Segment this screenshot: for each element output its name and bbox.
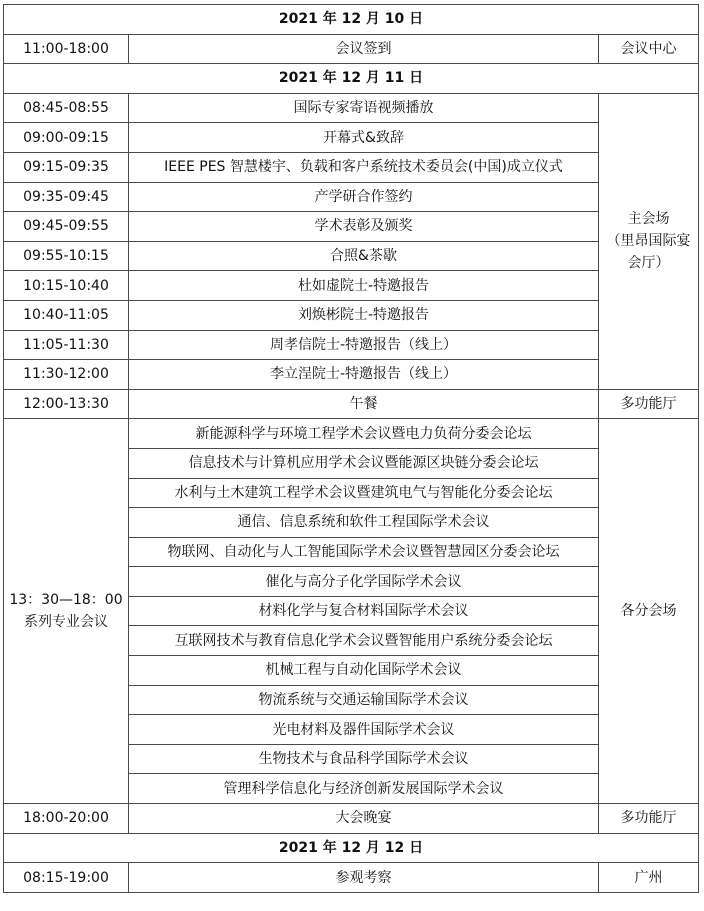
event-cell: 合照&茶歇 [129,241,599,271]
venue-cell: 广州 [599,863,699,893]
event-cell: 学术表彰及颁奖 [129,212,599,242]
event-cell: 互联网技术与教育信息化学术会议暨智能用户系统分委会论坛 [129,626,599,656]
event-cell: 管理科学信息化与经济创新发展国际学术会议 [129,774,599,804]
venue-cell: 各分会场 [599,419,699,804]
table-row [4,833,699,863]
time-cell: 10:15-10:40 [4,271,129,301]
event-cell: 大会晚宴 [129,804,599,834]
table-row [4,212,699,242]
table-row [4,64,699,94]
event-cell: 物联网、自动化与人工智能国际学术会议暨智慧园区分委会论坛 [129,537,599,567]
venue-cell: 多功能厅 [599,804,699,834]
time-cell: 13：30—18：00 系列专业会议 [4,419,129,804]
time-cell: 10:40-11:05 [4,300,129,330]
table-row [4,330,699,360]
date-header: 2021 年 12 月 11 日 [4,64,699,94]
date-header: 2021 年 12 月 12 日 [4,833,699,863]
event-cell: 催化与高分子化学国际学术会议 [129,567,599,597]
time-cell: 11:00-18:00 [4,34,129,64]
venue-cell: 多功能厅 [599,389,699,419]
table-row [4,360,699,390]
time-cell: 09:35-09:45 [4,182,129,212]
table-row [4,152,699,182]
event-cell: 物流系统与交通运输国际学术会议 [129,685,599,715]
table-row [4,5,699,35]
time-cell: 08:45-08:55 [4,93,129,123]
time-cell: 09:00-09:15 [4,123,129,153]
event-cell: 光电材料及器件国际学术会议 [129,715,599,745]
time-cell: 12:00-13:30 [4,389,129,419]
table-row [4,389,699,419]
event-cell: 材料化学与复合材料国际学术会议 [129,596,599,626]
table-row [4,271,699,301]
event-cell: 李立浧院士-特邀报告（线上） [129,360,599,390]
event-cell: 会议签到 [129,34,599,64]
time-cell: 09:15-09:35 [4,152,129,182]
time-cell: 09:55-10:15 [4,241,129,271]
table-row [4,123,699,153]
table-row [4,241,699,271]
table-row [4,34,699,64]
table-row [4,419,699,449]
event-cell: 周孝信院士-特邀报告（线上） [129,330,599,360]
event-cell: 水利与土木建筑工程学术会议暨建筑电气与智能化分委会论坛 [129,478,599,508]
event-cell: 生物技术与食品科学国际学术会议 [129,744,599,774]
event-cell: 通信、信息系统和软件工程国际学术会议 [129,508,599,538]
time-cell: 11:05-11:30 [4,330,129,360]
schedule-table [3,4,699,893]
time-cell: 11:30-12:00 [4,360,129,390]
event-cell: 新能源科学与环境工程学术会议暨电力负荷分委会论坛 [129,419,599,449]
time-cell: 09:45-09:55 [4,212,129,242]
event-cell: 信息技术与计算机应用学术会议暨能源区块链分委会论坛 [129,448,599,478]
time-cell: 18:00-20:00 [4,804,129,834]
event-cell: 午餐 [129,389,599,419]
table-row [4,182,699,212]
event-cell: 杜如虚院士-特邀报告 [129,271,599,301]
table-row [4,300,699,330]
table-row [4,93,699,123]
event-cell: 刘焕彬院士-特邀报告 [129,300,599,330]
time-cell: 08:15-19:00 [4,863,129,893]
venue-cell: 会议中心 [599,34,699,64]
venue-cell: 主会场 （里昂国际宴会厅） [599,93,699,389]
event-cell: 产学研合作签约 [129,182,599,212]
event-cell: 开幕式&致辞 [129,123,599,153]
date-header: 2021 年 12 月 10 日 [4,5,699,35]
event-cell: 参观考察 [129,863,599,893]
table-row [4,804,699,834]
event-cell: 国际专家寄语视频播放 [129,93,599,123]
event-cell: 机械工程与自动化国际学术会议 [129,656,599,686]
table-row [4,863,699,893]
event-cell: IEEE PES 智慧楼宇、负载和客户系统技术委员会(中国)成立仪式 [129,152,599,182]
